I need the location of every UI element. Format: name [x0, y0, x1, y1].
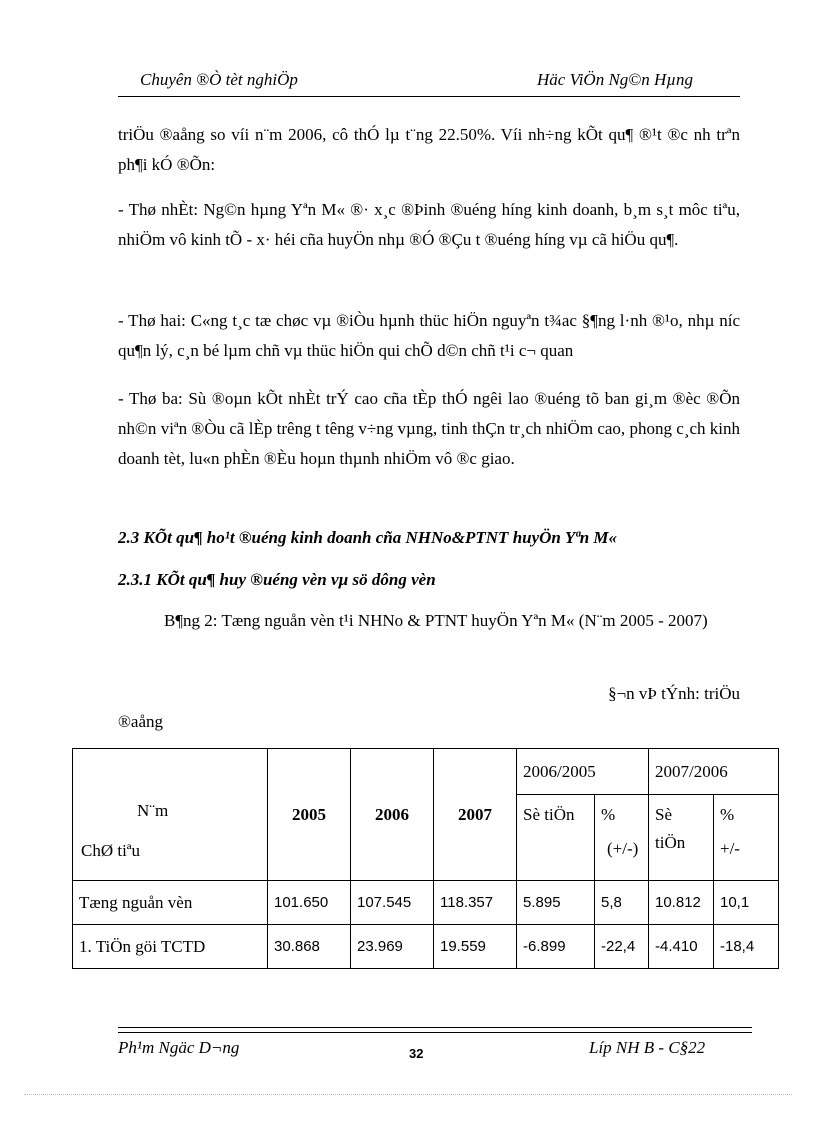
footer-author: Ph¹m Ngäc D¬ng: [118, 1038, 240, 1057]
paragraph-2: - Thø nhÈt: Ng©n hµng Yªn M« ®· x¸c ®Þinh ®uéng híng kinh doanh, b¸m s¸t môc tiªu, nhiÖm vô kinh tÕ - x· héi cña huyÖn nhµ ®Ó ®Çu t ®uéng híng vµ cã hiÖu qu¶.: [118, 200, 740, 249]
cell: 118.357: [434, 881, 517, 925]
header-indicator-label: ChØ tiªu: [81, 841, 141, 860]
amount-2-line-a: Sè: [655, 805, 672, 824]
cell: 5.895: [517, 881, 595, 925]
table-caption: B¶ng 2: Tæng nguån vèn t¹i NHNo & PTNT huyÖn Yªn M« (N¨m 2005 - 2007): [164, 611, 708, 630]
cell: -4.410: [649, 925, 714, 969]
cell: 10.812: [649, 881, 714, 925]
paragraph-1: triÖu ®aång so víi n¨m 2006, cô thÓ lµ t¨ng 22.50%. Víi nh÷ng kÕt qu¶ ®¹t ®c nh trªn ph¶i kÓ ®Õn:: [118, 125, 740, 174]
header-right: Häc ViÖn Ng©n Hµng: [537, 70, 694, 89]
header-rule: [118, 96, 740, 97]
page-edge-rule: [24, 1094, 792, 1095]
header-2007-2006: 2007/2006: [649, 749, 779, 795]
subheader-pct-2: [714, 795, 779, 881]
table-row: [73, 925, 779, 969]
subheader-amount-1: Sè tiÖn: [517, 795, 595, 881]
cell: 19.559: [434, 925, 517, 969]
paragraph-3: - Thø hai: C«ng t¸c tæ chøc vµ ®iÒu hµnh thüc hiÖn nguyªn t¾ac §¶ng l·nh ®¹o, nhµ níc qu¶n lý, c¸n bé lµm chñ vµ thüc hiÖn qui chÕ d©n chñ t¹i c¬ quan: [118, 311, 740, 360]
section-heading: 2.3 KÕt qu¶ ho¹t ®uéng kinh doanh cña NHNo&PTNT huyÖn Yªn M«: [118, 528, 618, 547]
header-2006: 2006: [351, 749, 434, 881]
table-row: [73, 881, 779, 925]
subheader-amount-2: [649, 795, 714, 881]
header-2006-2005: 2006/2005: [517, 749, 649, 795]
header-left: Chuyên ®Ò tèt nghiÖp: [140, 70, 298, 89]
row-label: 1. TiÖn göi TCTD: [73, 925, 268, 969]
footer-rule-bottom: [118, 1032, 752, 1033]
header-corner: [73, 749, 268, 881]
row-label: Tæng nguån vèn: [73, 881, 268, 925]
cell: 5,8: [595, 881, 649, 925]
pct-symbol-2: %: [720, 805, 735, 824]
cell: -22,4: [595, 925, 649, 969]
cell: -6.899: [517, 925, 595, 969]
paragraph-4: - Thø ba: Sù ®oµn kÕt nhÈt trÝ cao cña tÈp thÓ ngêi lao ®uéng tõ ban gi¸m ®èc ®Õn nh©n viªn ®Òu cã lÈp trêng t têng v÷ng vµng, tinh thÇn tr¸ch nhiÖm cao, phong c¸ch kinh doanh tèt, lu«n phÈn ®Èu hoµn thµnh nhiÖm vô ®c giao.: [118, 389, 740, 468]
cell: 107.545: [351, 881, 434, 925]
cell: 23.969: [351, 925, 434, 969]
subheader-pct-1: [595, 795, 649, 881]
subsection-heading: 2.3.1 KÕt qu¶ huy ®uéng vèn vµ sö dông vèn: [118, 570, 436, 589]
pct-note-1: (+/-): [607, 839, 639, 858]
cell: -18,4: [714, 925, 779, 969]
amount-2-line-b: tiÖn: [655, 833, 686, 852]
pct-note-2: +/-: [720, 839, 740, 858]
unit-note: §¬n vÞ tÝnh: triÖu: [608, 684, 740, 703]
header-2005: 2005: [268, 749, 351, 881]
page-number: 32: [409, 1046, 424, 1061]
data-table: [72, 748, 779, 969]
cell: 10,1: [714, 881, 779, 925]
cell: 101.650: [268, 881, 351, 925]
cell: 30.868: [268, 925, 351, 969]
header-2007: 2007: [434, 749, 517, 881]
unit-note-cont: ®aång: [118, 712, 164, 731]
header-year-label: N¨m: [137, 801, 169, 820]
footer-class: Líp NH B - C§22: [589, 1038, 706, 1057]
pct-symbol-1: %: [601, 805, 616, 824]
footer-rule-top: [118, 1027, 752, 1028]
